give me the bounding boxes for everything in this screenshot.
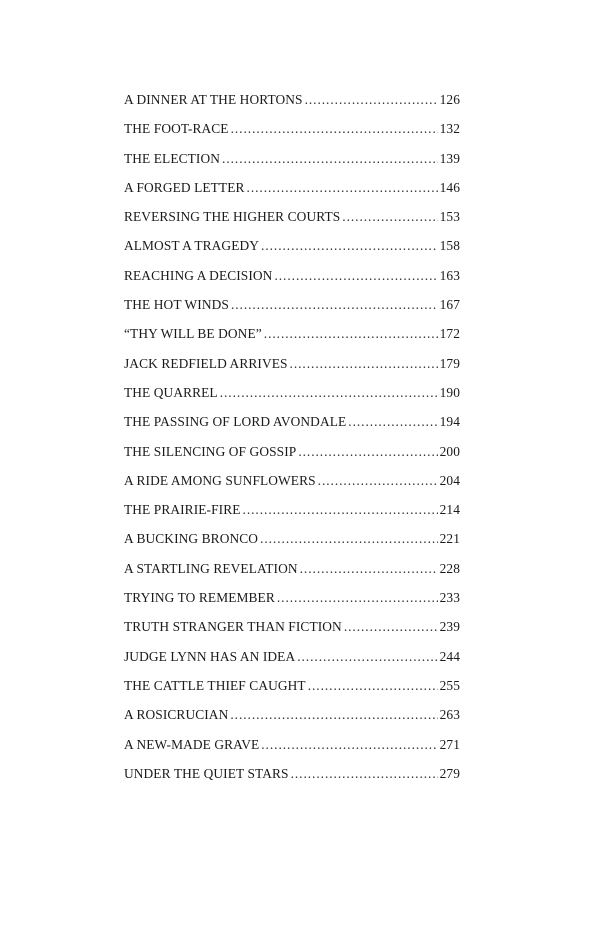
toc-entry <box>124 561 460 590</box>
chapter-title: ALMOST A TRAGEDY <box>124 238 260 254</box>
chapter-title: A NEW-MADE GRAVE <box>124 736 260 752</box>
toc-entry <box>124 121 460 150</box>
dot-leader <box>261 737 437 753</box>
toc-entry <box>124 473 460 502</box>
page-number: 172 <box>439 326 460 342</box>
toc-entry <box>124 444 460 473</box>
page-number: 200 <box>439 443 460 459</box>
chapter-title: THE SILENCING OF GOSSIP <box>124 443 297 459</box>
dot-leader <box>290 356 438 372</box>
page-number: 158 <box>439 238 460 254</box>
chapter-title: A ROSICRUCIAN <box>124 707 229 723</box>
page-number: 271 <box>439 736 460 752</box>
chapter-title: JUDGE LYNN HAS AN IDEA <box>124 648 296 664</box>
toc-entry <box>124 414 460 443</box>
chapter-title: THE FOOT-RACE <box>124 121 229 137</box>
toc-entry <box>124 238 460 267</box>
chapter-title: THE QUARREL <box>124 384 218 400</box>
toc-entry <box>124 356 460 385</box>
page-number: 214 <box>439 502 460 518</box>
page-number: 239 <box>439 619 460 635</box>
toc-entry <box>124 737 460 766</box>
page-number: 194 <box>439 414 460 430</box>
chapter-title: THE PRAIRIE-FIRE <box>124 502 241 518</box>
dot-leader <box>344 619 438 635</box>
page-number: 244 <box>439 648 460 664</box>
page-number: 163 <box>439 267 460 283</box>
page-number: 139 <box>439 150 460 166</box>
chapter-title: A FORGED LETTER <box>124 179 245 195</box>
toc-entry <box>124 678 460 707</box>
chapter-title: REVERSING THE HIGHER COURTS <box>124 209 341 225</box>
page-number: 263 <box>439 707 460 723</box>
dot-leader <box>247 180 438 196</box>
toc-entry <box>124 92 460 121</box>
chapter-title: “THY WILL BE DONE” <box>124 326 262 342</box>
dot-leader <box>261 238 438 254</box>
page-number: 167 <box>439 297 460 313</box>
dot-leader <box>230 707 437 723</box>
page-number: 146 <box>439 179 460 195</box>
toc-entry <box>124 531 460 560</box>
page-number: 179 <box>439 355 460 371</box>
toc-entry <box>124 502 460 531</box>
page-number: 255 <box>439 677 460 693</box>
chapter-title: A STARTLING REVELATION <box>124 560 298 576</box>
page-number: 221 <box>439 531 460 547</box>
chapter-title: THE PASSING OF LORD AVONDALE <box>124 414 347 430</box>
page-number: 153 <box>439 209 460 225</box>
page-number: 228 <box>439 560 460 576</box>
dot-leader <box>277 590 438 606</box>
dot-leader <box>348 414 437 430</box>
toc-entry <box>124 297 460 326</box>
table-of-contents <box>124 92 460 795</box>
dot-leader <box>342 209 437 225</box>
chapter-title: TRYING TO REMEMBER <box>124 590 275 606</box>
chapter-title: REACHING A DECISION <box>124 267 273 283</box>
dot-leader <box>300 561 438 577</box>
toc-entry <box>124 180 460 209</box>
toc-entry <box>124 326 460 355</box>
toc-entry <box>124 707 460 736</box>
dot-leader <box>222 151 438 167</box>
dot-leader <box>318 473 438 489</box>
dot-leader <box>308 678 438 694</box>
toc-entry <box>124 619 460 648</box>
page-number: 204 <box>439 472 460 488</box>
dot-leader <box>220 385 438 401</box>
dot-leader <box>231 297 438 313</box>
chapter-title: THE HOT WINDS <box>124 297 229 313</box>
toc-entry <box>124 268 460 297</box>
page-number: 190 <box>439 384 460 400</box>
dot-leader <box>243 502 438 518</box>
chapter-title: TRUTH STRANGER THAN FICTION <box>124 619 342 635</box>
page-number: 279 <box>439 765 460 781</box>
page-number: 132 <box>439 121 460 137</box>
page-number: 126 <box>439 92 460 107</box>
toc-entry <box>124 209 460 238</box>
dot-leader <box>291 766 438 782</box>
toc-entry <box>124 649 460 678</box>
dot-leader <box>305 92 438 108</box>
chapter-title: A BUCKING BRONCO <box>124 531 259 547</box>
dot-leader <box>297 649 437 665</box>
toc-entry <box>124 385 460 414</box>
chapter-title: THE ELECTION <box>124 150 221 166</box>
toc-entry <box>124 766 460 795</box>
toc-entry <box>124 590 460 619</box>
dot-leader <box>298 444 437 460</box>
chapter-title: A RIDE AMONG SUNFLOWERS <box>124 472 316 488</box>
chapter-title: A DINNER AT THE HORTONS <box>124 92 303 107</box>
dot-leader <box>274 268 437 284</box>
dot-leader <box>260 531 438 547</box>
chapter-title: JACK REDFIELD ARRIVES <box>124 355 288 371</box>
chapter-title: UNDER THE QUIET STARS <box>124 765 289 781</box>
dot-leader <box>264 326 438 342</box>
dot-leader <box>231 121 438 137</box>
page-number: 233 <box>439 590 460 606</box>
toc-entry <box>124 151 460 180</box>
chapter-title: THE CATTLE THIEF CAUGHT <box>124 677 306 693</box>
